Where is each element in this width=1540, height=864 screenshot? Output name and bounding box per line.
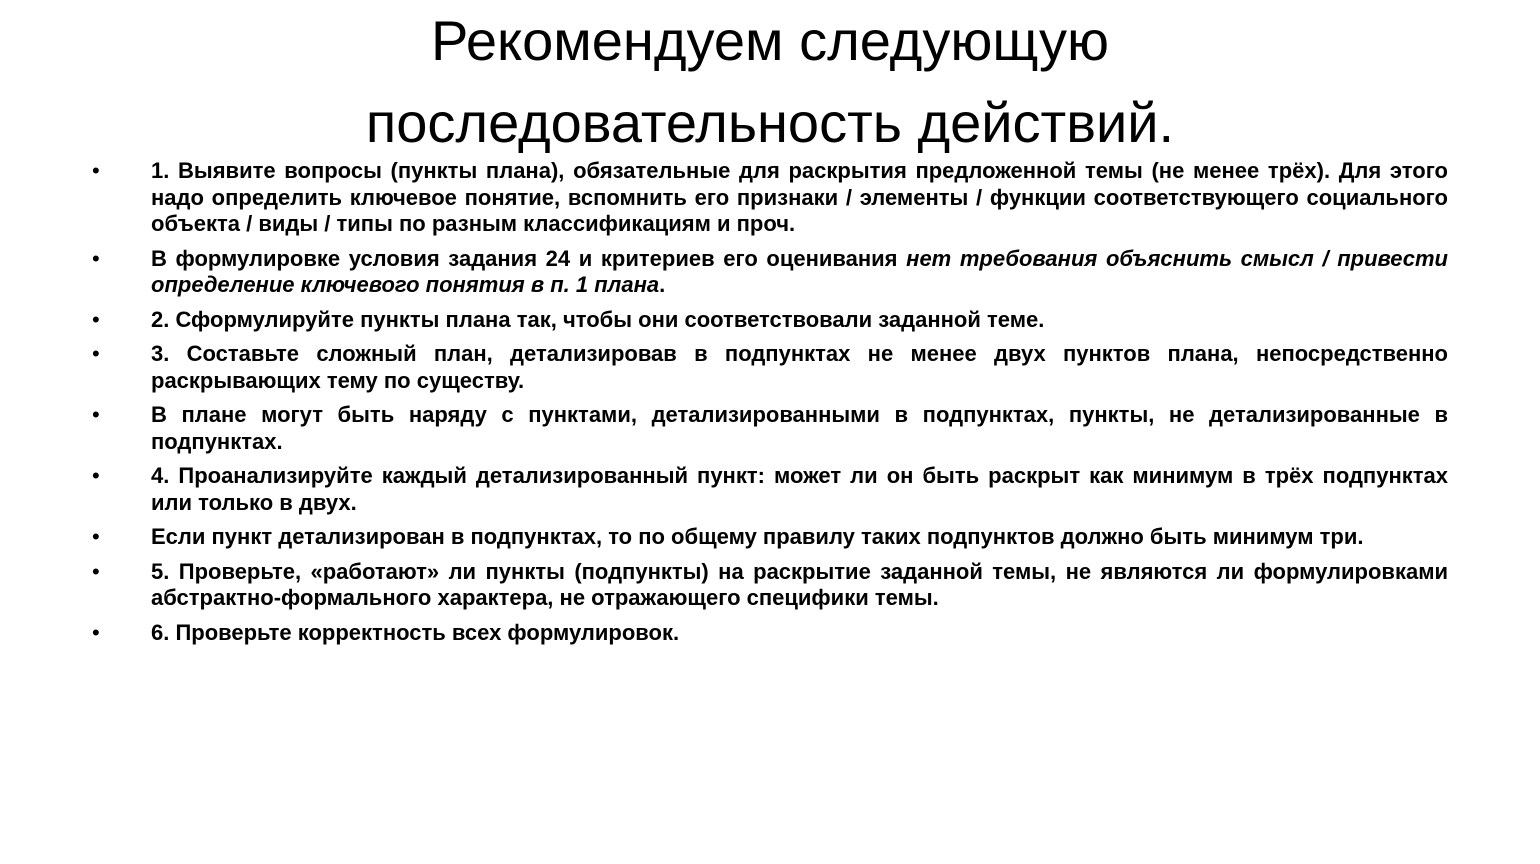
list-item-text: Если пункт детализирован в подпунктах, то по общему правилу таких подпунктов должно быть минимум три. [151, 524, 1364, 549]
list-item-7 [90, 524, 1448, 551]
list-item-text: 6. Проверьте корректность всех формулировок. [151, 619, 680, 645]
bullet-icon: • [92, 619, 100, 645]
list-item-6 [90, 463, 1448, 516]
list-item-3 [90, 307, 1448, 334]
list-item-text: 5. Проверьте, «работают» ли пункты (подпункты) на раскрытие заданной темы, не являются ли формулировками абстрактно-формального характера, не отражающего специфики темы. [151, 558, 1448, 610]
list-item-text: 3. Составьте сложный план, детализировав в подпунктах не менее двух пунктов плана, непосредственно раскрывающих тему по существу. [151, 341, 1448, 393]
bullet-icon: • [92, 524, 100, 549]
list-item-9 [90, 620, 1448, 647]
list-item-italic-text: нет требования объяснить смысл / привести определение ключевого понятия в п. 1 плана [151, 245, 1448, 297]
list-item-text: 1. Выявите вопросы (пункты плана), обязательные для раскрытия предложенной темы (не менее трёх). Для этого надо определить ключевое понятие, вспомнить его признаки / элементы / функции соответствующего социального объекта / виды / типы по разным классификациям и проч. [151, 158, 1448, 236]
list-item-2 [90, 246, 1448, 299]
bullet-icon: • [92, 245, 100, 271]
list-item-4 [90, 341, 1448, 394]
bullet-icon: • [92, 158, 100, 183]
list-item-text: В плане могут быть наряду с пунктами, детализированными в подпунктах, пункты, не детализированные в подпунктах. [151, 402, 1448, 454]
list-item-text: 2. Сформулируйте пункты плана так, чтобы они соответствовали заданной теме. [151, 306, 1045, 332]
slide-title [200, 0, 1340, 164]
list-item-text: 4. Проанализируйте каждый детализированный пункт: может ли он быть раскрыт как минимум в трёх подпунктах или только в двух. [151, 463, 1448, 515]
bullet-icon: • [92, 306, 100, 332]
slide-title-line-1: Рекомендуем следующую [430, 9, 1110, 72]
bullet-icon: • [92, 402, 100, 427]
list-item-text: В формулировке условия задания 24 и критериев его оценивания [151, 245, 907, 271]
slide-title-line-2: последовательность действий. [365, 91, 1175, 154]
list-item-8 [90, 559, 1448, 612]
bullet-icon: • [92, 341, 100, 366]
bullet-icon: • [92, 558, 100, 584]
list-item-text-end: . [659, 272, 666, 297]
list-item-1 [90, 158, 1448, 238]
list-item-5 [90, 402, 1448, 455]
recommendation-list [90, 158, 1448, 654]
bullet-icon: • [92, 463, 100, 488]
